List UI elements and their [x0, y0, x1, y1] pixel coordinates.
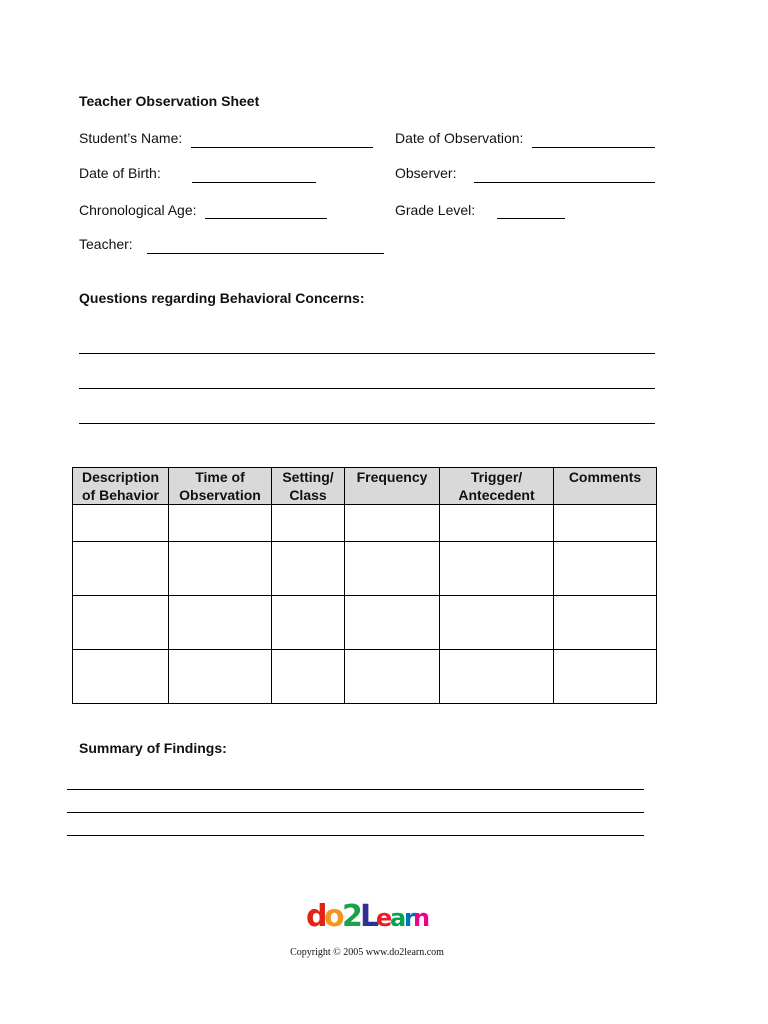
questions-line-3[interactable]: [79, 423, 655, 424]
table-cell[interactable]: [272, 596, 345, 650]
summary-line-3[interactable]: [67, 835, 644, 836]
table-cell[interactable]: [554, 542, 657, 596]
svg-text:n: n: [413, 904, 431, 932]
table-cell[interactable]: [169, 542, 272, 596]
table-cell[interactable]: [73, 650, 169, 704]
questions-line-2[interactable]: [79, 388, 655, 389]
do2learn-logo: [306, 892, 431, 936]
chronological-age-field[interactable]: [205, 218, 327, 219]
table-cell[interactable]: [554, 650, 657, 704]
student-name-label: Student’s Name:: [79, 130, 183, 146]
header-time-of-observation: Time of Observation: [169, 468, 272, 505]
table-cell[interactable]: [440, 650, 554, 704]
table-cell[interactable]: [169, 650, 272, 704]
table-cell[interactable]: [345, 505, 440, 542]
table-cell[interactable]: [73, 542, 169, 596]
table-row: [73, 650, 657, 704]
observer-label: Observer:: [395, 165, 457, 181]
chronological-age-label: Chronological Age:: [79, 202, 197, 218]
date-of-observation-label: Date of Observation:: [395, 130, 524, 146]
date-of-birth-field[interactable]: [192, 182, 316, 183]
summary-heading: Summary of Findings:: [79, 740, 227, 756]
date-of-birth-label: Date of Birth:: [79, 165, 161, 181]
teacher-label: Teacher:: [79, 236, 133, 252]
table-cell[interactable]: [554, 596, 657, 650]
grade-level-label: Grade Level:: [395, 202, 476, 218]
svg-text:a: a: [390, 904, 407, 932]
form-title: Teacher Observation Sheet: [79, 93, 260, 109]
copyright-text: Copyright © 2005 www.do2learn.com: [290, 947, 444, 958]
svg-text:e: e: [376, 904, 393, 932]
table-cell[interactable]: [440, 505, 554, 542]
table-cell[interactable]: [73, 505, 169, 542]
header-setting-class: Setting/ Class: [272, 468, 345, 505]
svg-text:r: r: [404, 904, 416, 932]
table-row: [73, 505, 657, 542]
table-cell[interactable]: [272, 542, 345, 596]
observer-field[interactable]: [474, 182, 655, 183]
summary-line-1[interactable]: [67, 789, 644, 790]
header-description-of-behavior: Description of Behavior: [73, 468, 169, 505]
svg-text:2: 2: [342, 899, 363, 934]
teacher-field[interactable]: [147, 253, 384, 254]
table-cell[interactable]: [272, 650, 345, 704]
table-cell[interactable]: [169, 596, 272, 650]
table-cell[interactable]: [440, 596, 554, 650]
student-name-field[interactable]: [191, 147, 373, 148]
questions-line-1[interactable]: [79, 353, 655, 354]
date-of-observation-field[interactable]: [532, 147, 655, 148]
table-cell[interactable]: [73, 596, 169, 650]
svg-text:d: d: [306, 899, 328, 934]
table-cell[interactable]: [345, 650, 440, 704]
table-cell[interactable]: [169, 505, 272, 542]
observation-table: [72, 467, 657, 704]
table-cell[interactable]: [345, 596, 440, 650]
table-cell[interactable]: [272, 505, 345, 542]
questions-heading: Questions regarding Behavioral Concerns:: [79, 290, 365, 306]
grade-level-field[interactable]: [497, 218, 565, 219]
summary-line-2[interactable]: [67, 812, 644, 813]
svg-text:o: o: [324, 899, 345, 934]
header-trigger-antecedent: Trigger/ Antecedent: [440, 468, 554, 505]
svg-text:L: L: [360, 899, 380, 934]
header-frequency: Frequency: [345, 468, 440, 505]
table-cell[interactable]: [440, 542, 554, 596]
table-row: [73, 542, 657, 596]
table-header-row: [73, 468, 657, 505]
table-row: [73, 596, 657, 650]
header-comments: Comments: [554, 468, 657, 505]
table-cell[interactable]: [554, 505, 657, 542]
table-cell[interactable]: [345, 542, 440, 596]
